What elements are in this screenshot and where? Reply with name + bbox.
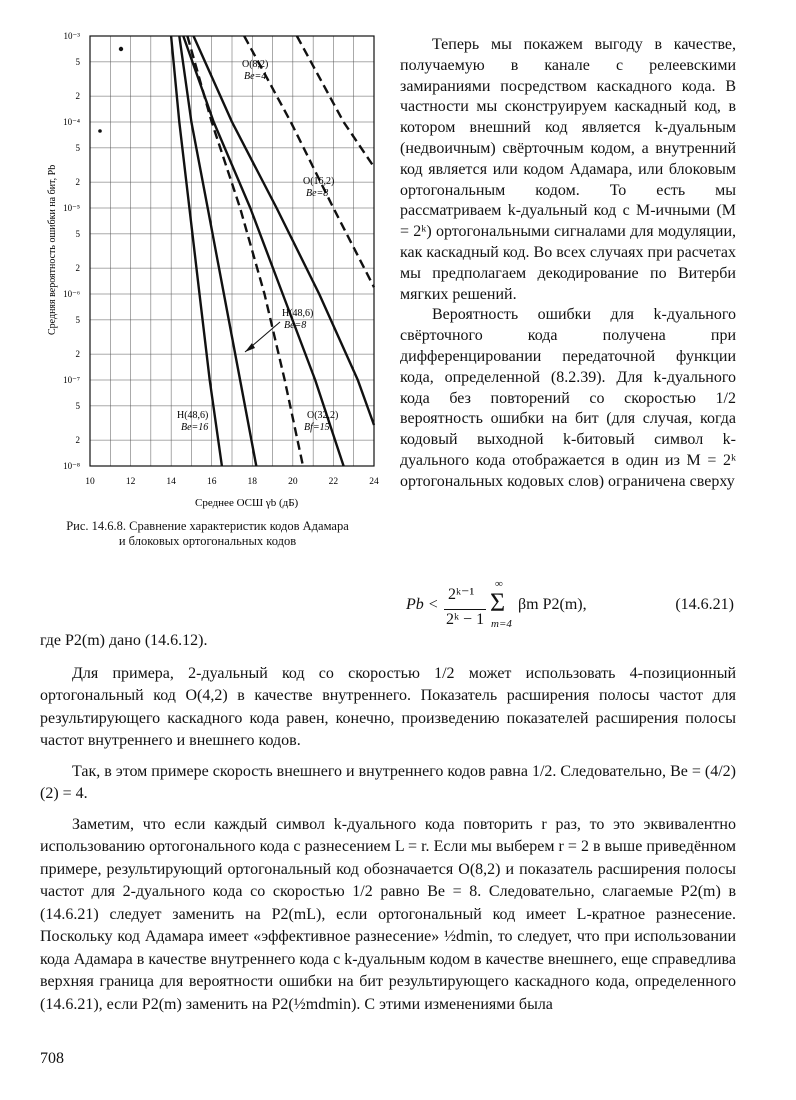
x-tick-label: 12 <box>125 477 136 487</box>
y-tick-label: 2 <box>75 435 80 446</box>
equation-14-6-21 <box>400 578 736 636</box>
label-h486-8: H(48,6) <box>282 308 314 319</box>
series-line-1 <box>171 36 222 466</box>
paragraph: где P2(m) дано (14.6.12). <box>40 632 208 649</box>
y-tick-label: 10⁻⁶ <box>63 289 80 299</box>
formula-term: βm P2(m), <box>518 596 587 613</box>
x-tick-label: 16 <box>206 477 217 487</box>
paragraph: Заметим, что если каждый символ k-дуального кода повторить r раз, то это эквивалентно использованию ортогонального кода с разнесением L = r. Если мы выберем r = 2 в выше приведённом примере, результирующий ортогональный код обозначается O(8,2) и показатель расширения полосы частот для 2-дуального кода со скоростью 1/2 равно Be = 8. Следовательно, слагаемые P2(m) в (14.6.21) следует заменить на P2(mL), если ортогональный код имеет L-кратное разнесение. Поскольку код Адамара имеет «эффективное разнесение» ½dmin, то следует, что при использовании кода Адамара в качестве внутреннего кода с k-дуальным кодом в качестве внешнего, еще справедлива верхняя граница для вероятности ошибки на бит результирующего каскадного кода, определенного (14.6.21), если P2(m) заменить на P2(½mdmin). С этими изменениями была <box>40 815 736 1013</box>
y-tick-label: 2 <box>75 91 80 102</box>
sum-symbol: Σ <box>490 588 506 617</box>
ber-chart <box>0 0 400 545</box>
series-line-4 <box>194 36 375 425</box>
y-tick-label: 10⁻⁵ <box>63 203 80 213</box>
label-o162-be: Be=8 <box>306 188 329 199</box>
paragraph: Для примера, 2-дуальный код со скоростью 1/2 может использовать 4-позиционный ортогональный код O(4,2) в качестве внутреннего. Показатель расширения полосы частот для результирующего каскадного кода равен, конечно, произведению показателей расширения полосы частот внутреннего и внешнего кодов. <box>40 664 736 749</box>
page-number: 708 <box>40 1050 64 1067</box>
label-h486-16-be: Be=16 <box>181 422 209 433</box>
formula-lhs: Pb < <box>406 596 439 613</box>
y-tick-label: 5 <box>75 400 80 411</box>
paragraph: Вероятность ошибки для k-дуального свёрточного кода получена при дифференцировании передаточной функции кода, определенной (8.2.39). Для k-дуального кода без повторений со скоростью 1/2 вероятность ошибки на бит (для случая, когда кодовый выходной k-битовый символ k-дуального кода отображается в один из M = 2ᵏ ортогональных кодовых слов) ограничена сверху <box>400 306 736 490</box>
caption-line-1: Рис. 14.6.8. Сравнение характеристик кодов Адамара <box>66 519 349 533</box>
y-tick-label: 2 <box>75 263 80 274</box>
sum-lower-limit: m=4 <box>491 618 512 630</box>
sum-upper-limit: ∞ <box>495 578 503 590</box>
main-text <box>40 630 736 1024</box>
series-line-7 <box>297 36 374 167</box>
x-axis-label: Среднее ОСШ γb (дБ) <box>195 497 299 509</box>
x-tick-label: 22 <box>328 477 339 487</box>
formula-numerator: 2ᵏ⁻¹ <box>448 586 475 603</box>
speck <box>98 129 102 133</box>
x-tick-label: 20 <box>288 477 298 487</box>
label-o322-bf: Bf=15 <box>304 422 330 433</box>
x-tick-label: 18 <box>247 477 258 487</box>
figure-caption <box>30 519 385 549</box>
series-line-3 <box>183 36 343 466</box>
caption-line-2: и блоковых ортогональных кодов <box>118 534 297 548</box>
y-tick-label: 5 <box>75 56 80 67</box>
y-tick-label: 5 <box>75 142 80 153</box>
y-tick-label: 10⁻⁸ <box>63 461 80 471</box>
y-tick-label: 10⁻³ <box>63 31 80 41</box>
formula-denominator: 2ᵏ − 1 <box>446 611 485 628</box>
label-o162: O(16,2) <box>303 176 335 187</box>
equation-number: (14.6.21) <box>675 596 734 613</box>
y-tick-label: 10⁻⁷ <box>63 375 80 385</box>
x-tick-label: 24 <box>369 477 379 487</box>
fraction-bar <box>444 609 486 610</box>
y-tick-label: 2 <box>75 349 80 360</box>
speck <box>119 47 123 51</box>
y-tick-label: 10⁻⁴ <box>63 117 80 127</box>
y-tick-label: 2 <box>75 177 80 188</box>
paragraph: Теперь мы покажем выгоду в качестве, получаемую в канале с релеевскими замираниями посредством каскадного кода. В частности мы сконструируем каскадный код, в котором внешний код является k-дуальным (недвоичным) свёрточным кодом, а внутренний код является или кодом Адамара, или блоковым ортогональным кодом. То есть мы рассматриваем k-дуальный код с M-ичными (M = 2ᵏ) ортогональными сигналами для модуляции, как каскадный код. Во всех случаях при расчетах мы предполагаем декодирование по Витерби мягких решений. <box>400 36 736 303</box>
y-tick-label: 5 <box>75 228 80 239</box>
label-h486-8-be: Be=8 <box>284 320 307 331</box>
x-tick-label: 10 <box>85 477 95 487</box>
y-tick-labels <box>63 31 80 471</box>
y-axis-label: Средняя вероятность ошибки на бит, Pb <box>47 164 58 335</box>
x-tick-labels <box>85 477 379 487</box>
y-tick-label: 5 <box>75 314 80 325</box>
label-o322: O(32,2) <box>307 410 339 421</box>
label-h486-16: H(48,6) <box>177 410 209 421</box>
series-line-2 <box>179 36 256 466</box>
label-o82-be: Be=4 <box>244 71 267 82</box>
label-o82: O(8,2) <box>242 59 269 70</box>
x-tick-label: 14 <box>166 477 176 487</box>
paragraph: Так, в этом примере скорость внешнего и внутреннего кодов равна 1/2. Следовательно, Be = (4/2)(2) = 4. <box>40 762 736 802</box>
right-column-text <box>400 35 736 493</box>
